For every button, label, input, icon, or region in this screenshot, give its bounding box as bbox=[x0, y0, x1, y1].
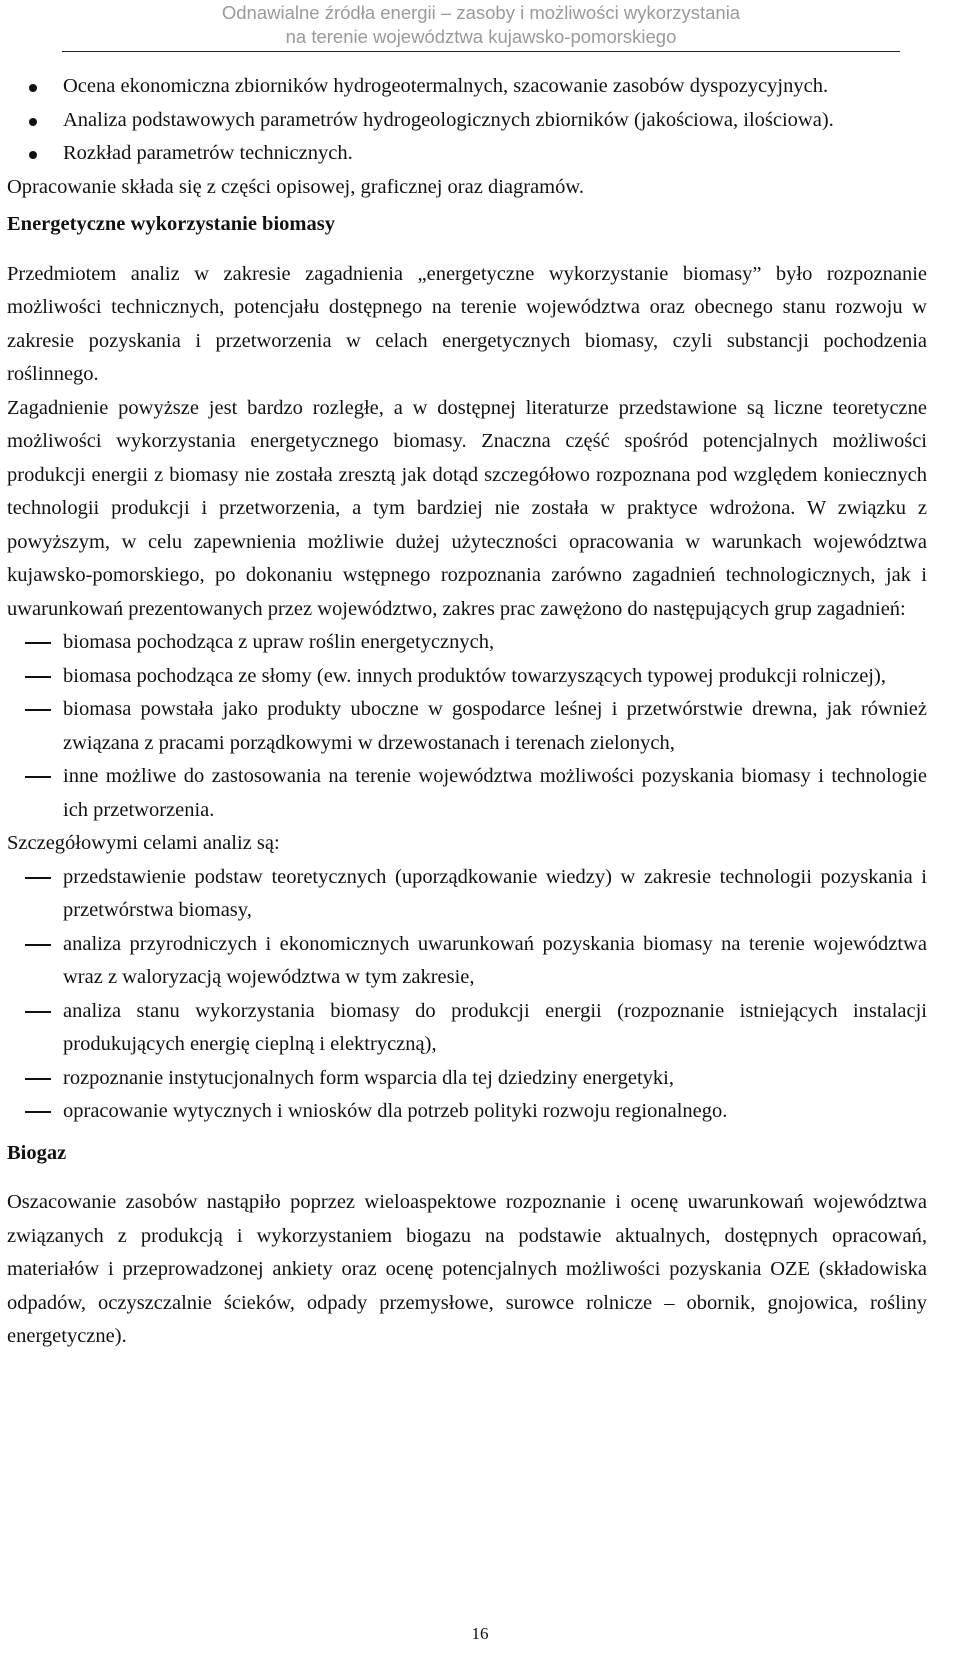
bullet-list bbox=[7, 70, 927, 171]
header-line-2: na terenie województwa kujawsko-pomorskiego bbox=[285, 26, 677, 47]
dash-icon bbox=[25, 1011, 51, 1013]
list-item: biomasa pochodząca ze słomy (ew. innych produktów towarzyszących typowej produkcji rolniczej), bbox=[7, 660, 927, 694]
list-item: biomasa pochodząca z upraw roślin energetycznych, bbox=[7, 626, 927, 660]
dash-icon bbox=[25, 877, 51, 879]
dash-icon bbox=[25, 1111, 51, 1113]
list-item: biomasa powstała jako produkty uboczne w gospodarce leśnej i przetwórstwie drewna, jak również związana z pracami porządkowymi w drzewostanach i terenach zielonych, bbox=[7, 693, 927, 760]
dash-icon bbox=[25, 1078, 51, 1080]
header-line-1: Odnawialne źródła energii – zasoby i możliwości wykorzystania bbox=[221, 2, 741, 23]
list-item: opracowanie wytycznych i wniosków dla potrzeb polityki rozwoju regionalnego. bbox=[7, 1095, 927, 1129]
dash-list-cele bbox=[7, 861, 927, 1129]
bullet-item: Rozkład parametrów technicznych. bbox=[7, 137, 927, 171]
list-item: analiza przyrodniczych i ekonomicznych uwarunkowań pozyskania biomasy na terenie województwa wraz z waloryzacją województwa w tym zakresie, bbox=[7, 928, 927, 995]
paragraph-opracowanie: Opracowanie składa się z części opisowej, graficznej oraz diagramów. bbox=[7, 175, 584, 198]
list-item: analiza stanu wykorzystania biomasy do produkcji energii (rozpoznanie istniejących instalacji produkujących energię cieplną i elektryczną), bbox=[7, 995, 927, 1062]
bullet-item: Analiza podstawowych parametrów hydrogeologicznych zbiorników (jakościowa, ilościowa). bbox=[7, 104, 927, 138]
paragraph-biogaz: Oszacowanie zasobów nastąpiło poprzez wieloaspektowe rozpoznanie i ocenę uwarunkowań województwa związanych z produkcją i wykorzystaniem biogazu na podstawie aktualnych, dostępnych opracowań, materiałów i przeprowadzonej ankiety oraz ocenę potencjalnych możliwości pozyskania OZE (składowiska odpadów, oczyszczalnie ścieków, odpady przemysłowe, surowce rolnicze – obornik, gnojowica, rośliny energetyczne). bbox=[7, 1191, 927, 1347]
dash-icon bbox=[25, 944, 51, 946]
list-item: inne możliwe do zastosowania na terenie województwa możliwości pozyskania biomasy i technologie ich przetworzenia. bbox=[7, 760, 927, 827]
bullet-icon bbox=[29, 151, 37, 159]
document-body bbox=[7, 70, 927, 1354]
paragraph-biomasa-2: Zagadnienie powyższe jest bardzo rozległe, a w dostępnej literaturze przedstawione są liczne teoretyczne możliwości wykorzystania energetycznego biomasy. Znaczna część spośród potencjalnych możliwości produkcji energii z biomasy nie została zresztą jak dotąd szczegółowo rozpoznana pod względem koniecznych technologii produkcji i przetworzenia, a tym bardziej nie została w praktyce wdrożona. W związku z powyższym, w celu zapewnienia możliwie dużej użyteczności opracowania w warunkach województwa kujawsko-pomorskiego, po dokonaniu wstępnego rozpoznania zarówno zagadnień technologicznych, jak i uwarunkowań prezentowanych przez województwo, zakres prac zawężono do następujących grup zagadnień: bbox=[7, 396, 927, 620]
dash-icon bbox=[25, 676, 51, 678]
paragraph-cele: Szczegółowymi celami analiz są: bbox=[7, 832, 280, 854]
bullet-icon bbox=[29, 84, 37, 92]
dash-icon bbox=[25, 642, 51, 644]
section-heading-biogaz: Biogaz bbox=[7, 1141, 67, 1164]
list-item: rozpoznanie instytucjonalnych form wsparcia dla tej dziedziny energetyki, bbox=[7, 1062, 927, 1096]
page-header bbox=[62, 0, 900, 52]
dash-list-groups bbox=[7, 626, 927, 827]
dash-icon bbox=[25, 709, 51, 711]
page-number: 16 bbox=[471, 1624, 489, 1643]
section-heading-biomasa: Energetyczne wykorzystanie biomasy bbox=[7, 213, 335, 235]
dash-icon bbox=[25, 776, 51, 778]
paragraph-biomasa-1: Przedmiotem analiz w zakresie zagadnienia „energetyczne wykorzystanie biomasy” było rozpoznanie możliwości technicznych, potencjału dostępnego na terenie województwa oraz obecnego stanu rozwoju w zakresie pozyskania i przetworzenia w celach energetycznych biomasy, czyli substancji pochodzenia roślinnego. bbox=[7, 262, 927, 385]
bullet-icon bbox=[29, 118, 37, 126]
bullet-item: Ocena ekonomiczna zbiorników hydrogeotermalnych, szacowanie zasobów dyspozycyjnych. bbox=[7, 70, 927, 104]
list-item: przedstawienie podstaw teoretycznych (uporządkowanie wiedzy) w zakresie technologii pozyskania i przetwórstwa biomasy, bbox=[7, 861, 927, 928]
